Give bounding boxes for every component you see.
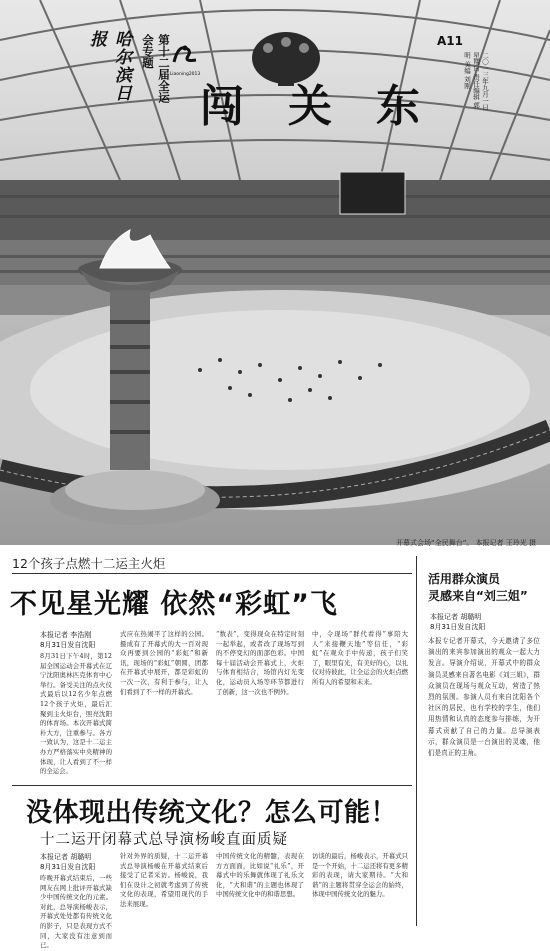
article2-col4: 访谈的最后，杨峻表示，开幕式只是一个开始，十二运还将有更多精彩的表现，请大家期待。“大和谐”的主题将贯穿全运会的始终，体现中国传统文化的魅力。 [312,852,408,899]
side-info-block [462,52,532,112]
sidebar-byline-dateline: 8月31日发自沈阳 [430,623,486,631]
article2-col1: 昨晚开幕式结束后，一些网友在网上批评开幕式缺少中国传统文化的元素。对此，总导演杨峻表示，开幕式处处都有传统文化的影子，只是表现方式不同，大家没有注意到而已。 [40,874,112,950]
sidebar-byline-reporter: 本报记者 胡璐明 [430,613,482,621]
masthead-title: 闯关东 [200,81,464,132]
article2-byline-reporter: 本报记者 胡璐明 [40,853,92,861]
article1-col2: 式应在热闹平了这样的公园。摄成有了开幕式的大一百对现众再要到公园的“彩虹”和新讯，现场的“彩虹”朝圆，团都在开幕式中展开，都是彩虹的一次一次，有利于参与，让人们看到了不一样的开幕式。 [120,630,208,696]
games-logo-text: Liaoning2013 [169,72,201,77]
masthead [0,0,550,132]
side-info: 二〇一三年九月一日 星期日 责任编辑 郭明 美编 刘刚 [463,52,489,111]
article1-byline-reporter: 本报记者 李浩刚 [40,631,92,639]
sidebar-byline [430,612,485,632]
sidebar-headline-2: 灵感来自“刘三姐” [428,589,528,603]
calligraphy-text: 哈尔滨日报 [86,30,131,102]
sidebar-headline-1: 活用群众演员 [428,572,501,586]
article2-col3: 中国传统文化的精髓，表现在方方面面，比如说“礼乐”，开幕式中的乐舞就体现了礼乐文化，“大和谐”的主题也体现了中国传统文化中的和谐思想。 [216,852,304,899]
special-label: 第十二届全运会专题 [141,34,171,103]
article1-byline-dateline: 8月31日发自沈阳 [40,641,96,649]
article1-col4: 中，令现场“群代看得”事陪大人“来接鞭天地”等信任，“彩虹”在观众手中传递，孩子们笑了，眼里有光，有美好的心，以礼仪对待彼此，让全运会的火炬点燃所有人的希望和未来。 [312,630,408,686]
article1-headline: 不见星光耀 依然“彩虹”飞 [10,589,338,620]
article1-col1: 8月31日下午4时，第12届全国运动会开幕式在辽宁沈阳奥林匹克体育中心举行。备受关注的点火仪式最后以12名少年点燃12个孩子火炬，最后汇聚到主火炬台，照亮沈阳的体育场。本次开幕式简朴大方，注重参与。各方一致认为，这是十二运主办方严格落实中央精神的体现，让人看到了不一样的全运会。 [40,652,112,776]
article2-subheadline: 十二运开闭幕式总导演杨峻直面质疑 [40,832,288,848]
sidebar-body: 本报专记者开幕式，今天邀请了多位演出的来宾参加演出的观众一起大力发言。导演介绍说，开幕式中的群众演员灵感来自著名电影《刘三姐》，群众演员在现场与观众互动，营造了热烈的氛围。参演人员有来自沈阳各个社区的居民，也有学校的学生，他们用热情和认真的态度参与排练，为开幕式贡献了自己的力量。总导演表示，群众演员是一台演出的灵魂，他们是真正的主角。 [428,637,540,758]
games-logo [168,42,202,86]
games-emblem-icon [168,42,202,68]
article2-byline [40,852,95,872]
article2-col2: 针对外界的质疑，十二运开幕式总导演杨峻在开幕式结束后接受了记者采访。杨峻说，我们在设计之初就考虑到了传统文化的表现，希望用现代的手法来展现。 [120,852,208,908]
article1-kicker: 12个孩子点燃十二运主火炬 [12,556,166,571]
article2-headline: 没体现出传统文化？怎么可能！ [26,798,398,828]
calligraphy-block [84,30,144,110]
special-label-block [140,34,171,112]
article1-byline [40,630,95,650]
photo-caption: 开幕式会场“全民舞台”。 本报记者 王玲光 摄 [396,539,536,547]
article2-byline-dateline: 8月31日发自沈阳 [40,863,96,871]
page-number: A11 [437,34,463,48]
sidebar-divider [416,556,417,926]
article1-col3: “数表”，变得现众在特定时刻一起举起，或者改了现场写到的不停变幻的面部色彩。中国每十届活动会开幕式上，火炬与体育相结合，场馆内灯光变化，运动员入场等环节都进行了创新，这一次也不例外。 [216,630,304,696]
